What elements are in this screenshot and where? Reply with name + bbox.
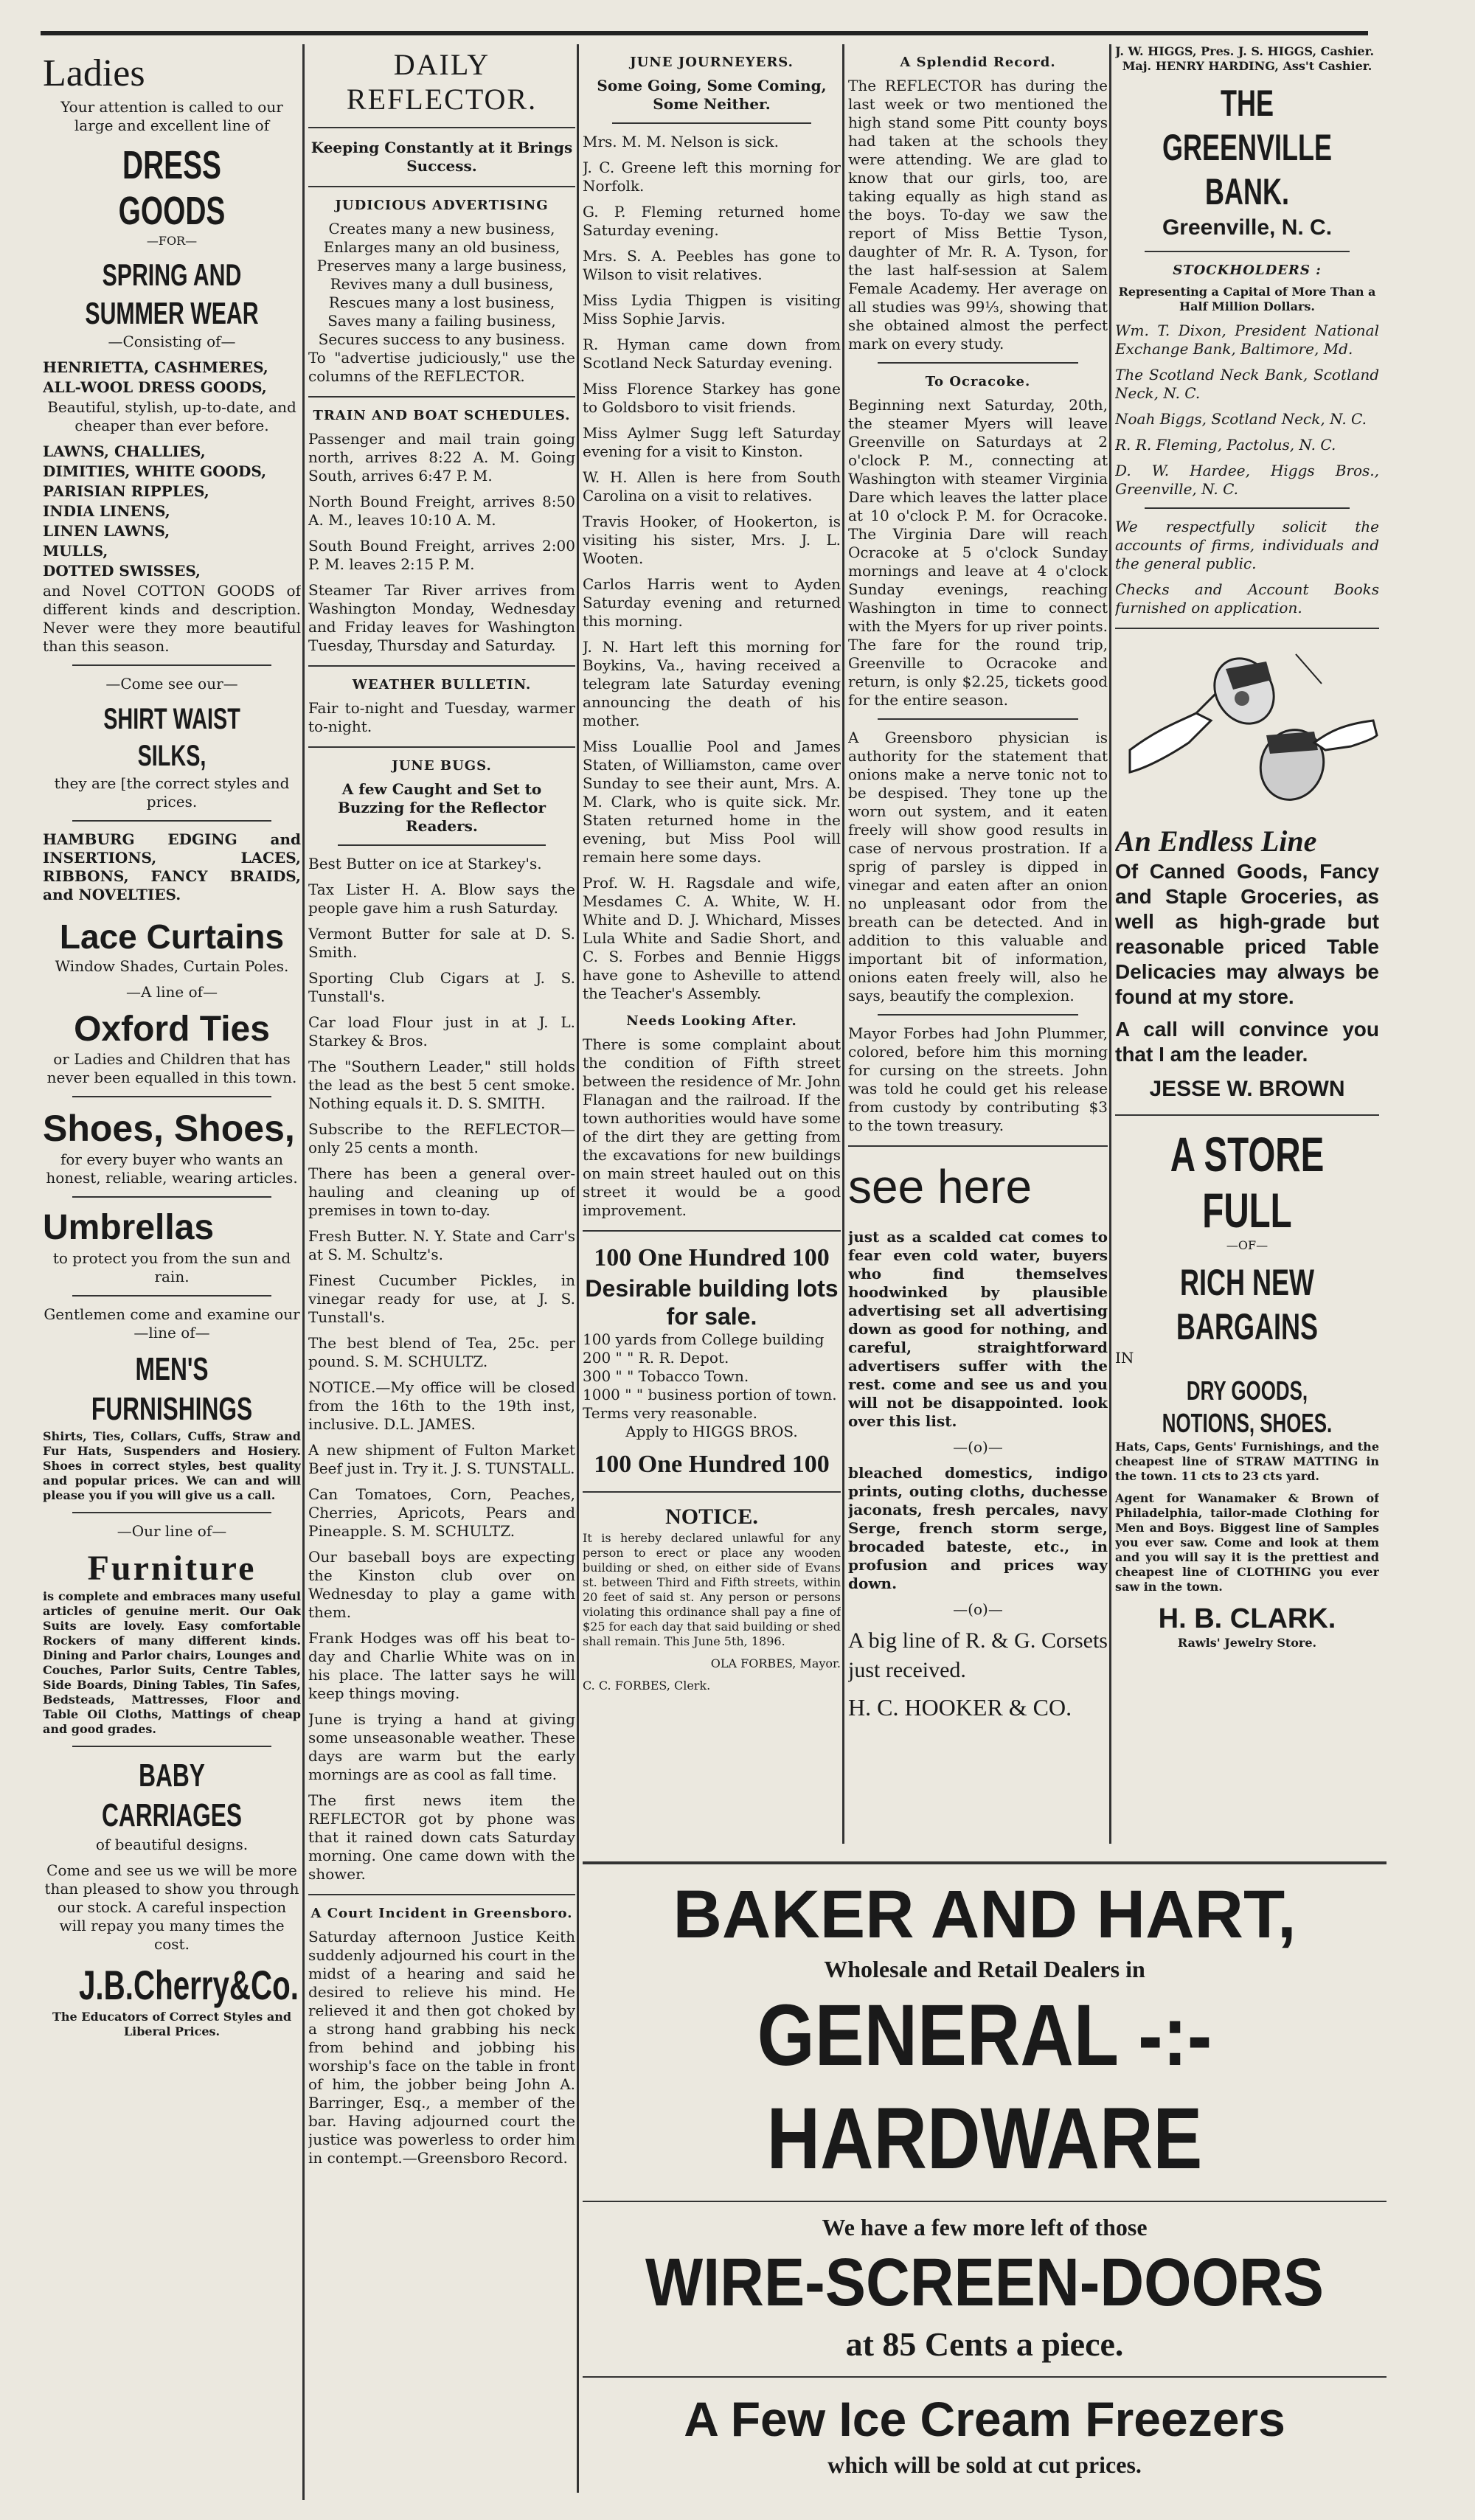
furniture-heading: Furniture: [87, 1549, 257, 1588]
text-item: Subscribe to the REFLECTOR—only 25 cents a month.: [308, 1120, 575, 1156]
divider: [878, 1014, 1078, 1016]
text-item: NOTICE.—My office will be closed from the 16th to the 19th inst, inclusive. D.L. JAMES.: [308, 1378, 575, 1433]
bank-officers: J. W. HIGGS, Pres. J. S. HIGGS, Cashier.: [1115, 44, 1375, 58]
text-item: Carlos Harris went to Ayden Saturday evening and returned this morning.: [583, 575, 841, 630]
advertising-heading: JUDICIOUS ADVERTISING: [335, 198, 549, 213]
text-item: Rescues many a lost business,: [328, 294, 555, 311]
consisting-label: —Consisting of—: [108, 333, 236, 350]
text-item: J. C. Greene left this morning for Norfolk.: [583, 159, 841, 195]
divider: [72, 1096, 271, 1097]
shirt-waist-note: they are [the correct styles and prices.: [54, 774, 290, 811]
bank-city: Greenville, N. C.: [1162, 215, 1333, 240]
text-item: DOTTED SWISSES,: [43, 562, 201, 580]
umbrellas-heading: Umbrellas: [43, 1208, 215, 1247]
divider: [583, 2201, 1386, 2202]
text-item: Mrs. S. A. Peebles has gone to Wilson to visit relatives.: [583, 247, 841, 283]
shoes-note: for every buyer who wants an honest, reliable, wearing articles.: [46, 1150, 298, 1187]
of-label: —OF—: [1226, 1238, 1268, 1252]
column-rule: [577, 44, 579, 2493]
hundred-banner: 100 One Hundred 100: [594, 1244, 830, 1271]
june-bugs-heading: JUNE BUGS.: [392, 758, 492, 774]
advertising-lines: [308, 220, 575, 349]
text-item: The best blend of Tea, 25c. per pound. S. M. SCHULTZ.: [308, 1334, 575, 1370]
top-rule: [41, 31, 1368, 35]
cherry-logo: J.B.Cherry&Co.: [78, 1962, 299, 2008]
see-here-heading: see here: [848, 1160, 1032, 1213]
text-item: There has been a general over-hauling and cleaning up of premises in town to-day.: [308, 1164, 575, 1219]
hardware-heading: GENERAL -:- HARDWARE: [757, 1987, 1212, 2187]
ice-cream-heading: A Few Ice Cream Freezers: [684, 2392, 1285, 2446]
clerk-signature: C. C. FORBES, Clerk.: [583, 1679, 711, 1693]
cents-text: at 85 Cents a piece.: [845, 2325, 1124, 2363]
text-item: Saves many a failing business,: [327, 312, 556, 330]
hats-text: Hats, Caps, Gents' Furnishings, and the cheapest line of STRAW MATTING in the town. 11 cts to 23 cts yard.: [1115, 1440, 1379, 1483]
text-item: R. R. Fleming, Pactolus, N. C.: [1115, 436, 1336, 454]
call-text: A call will convince you that I am the leader.: [1115, 1018, 1379, 1066]
column-journeyers: [583, 44, 841, 1844]
weather-heading: WEATHER BULLETIN.: [352, 677, 532, 693]
shirt-waist-heading: SHIRT WAIST SILKS,: [103, 703, 240, 772]
baker-hart-heading: BAKER AND HART,: [673, 1877, 1297, 1952]
lots-heading: Desirable building lots for sale.: [585, 1275, 839, 1330]
notice-heading: NOTICE.: [665, 1504, 758, 1529]
separator: —(o)—: [953, 1438, 1003, 1456]
mens-note: Shirts, Ties, Collars, Cuffs, Straw and Fur Hats, Suspenders and Hosiery. Shoes in correct styles, best quality and popular prices. We can and will please you if you will give us a call.: [43, 1429, 301, 1502]
divider: [308, 1894, 575, 1895]
come-see-label: —Come see our—: [105, 675, 238, 693]
court-text: Saturday afternoon Justice Keith suddenly adjourned his court in the midst of a hearing and said he desired to relieve his mind. He relieved it and then got choked by a strong hand grabbing his neck from behind and jobbing his worship's face on the table in front of him, the jobber being John A. Barringer, Esq., a member of the bar. Having adjourned court the justice was powerless to order him in contempt.—Greensboro Record.: [308, 1928, 575, 2167]
column-rule: [302, 44, 305, 2500]
text-item: Miss Louallie Pool and James Staten, of Williamston, came over Sunday to see their aunt, Mrs. A. M. Clark, who is quite sick. Mr. Staten returned home in the evening, but Miss Pool will remain here some days.: [583, 737, 841, 866]
train-schedule: [308, 430, 575, 655]
window-shades-text: Window Shades, Curtain Poles.: [55, 957, 289, 975]
text-item: Fresh Butter. N. Y. State and Carr's at S. M. Schultz's.: [308, 1227, 575, 1263]
column-reflector: [308, 44, 575, 2493]
for-label: —FOR—: [146, 234, 198, 248]
educators-text: The Educators of Correct Styles and Liberal Prices.: [52, 2010, 292, 2038]
text-item: 200 " " R. R. Depot.: [583, 1349, 729, 1367]
in-label: IN: [1115, 1349, 1134, 1367]
text-item: Best Butter on ice at Starkey's.: [308, 855, 542, 872]
divider: [72, 820, 271, 822]
text-item: Enlarges many an old business,: [323, 238, 560, 256]
jesse-brown: JESSE W. BROWN: [1149, 1077, 1345, 1101]
text-item: Wm. T. Dixon, President National Exchange Bank, Baltimore, Md.: [1115, 322, 1379, 358]
lace-curtains-heading: Lace Curtains: [59, 917, 285, 956]
text-item: HENRIETTA, CASHMERES,: [43, 358, 268, 376]
june-bugs-items: [308, 855, 575, 1884]
divider: [72, 1295, 271, 1297]
rawls-text: Rawls' Jewelry Store.: [1177, 1636, 1317, 1650]
text-item: Vermont Butter for sale at D. S. Smith.: [308, 925, 575, 961]
separator-2: —(o)—: [953, 1600, 1003, 1618]
text-item: ALL-WOOL DRESS GOODS,: [43, 378, 267, 396]
divider: [583, 1491, 841, 1493]
text-item: South Bound Freight, arrives 2:00 P. M. leaves 2:15 P. M.: [308, 537, 575, 573]
stockholders-list: [1115, 322, 1379, 499]
needs-heading: Needs Looking After.: [626, 1013, 797, 1029]
baby-note: of beautiful designs.: [95, 1836, 249, 1853]
store-full-heading: A STORE FULL: [1170, 1127, 1325, 1238]
mayor-text: Mayor Forbes had John Plummer, colored, before him this morning for cursing on the streets. John was told he could get his release from custody by contributing $3 to the town treasury.: [848, 1024, 1108, 1134]
text-item: Preserves many a large business,: [316, 257, 567, 274]
rich-bargains-heading: RICH NEW BARGAINS: [1176, 1262, 1319, 1347]
text-item: Tax Lister H. A. Blow says the people gave him a rush Saturday.: [308, 881, 575, 917]
divider: [612, 122, 811, 124]
divider: [308, 396, 575, 398]
text-item: INDIA LINENS,: [43, 502, 170, 520]
divider: [583, 1230, 841, 1232]
hands-jars-icon: [1115, 639, 1379, 816]
lots-list: [583, 1330, 841, 1423]
divider: [308, 186, 575, 187]
text-item: 300 " " Tobacco Town.: [583, 1367, 749, 1385]
text-item: Creates many a new business,: [328, 220, 555, 237]
divider: [1145, 251, 1350, 252]
solicit-text: We respectfully solicit the accounts of firms, individuals and the general public.: [1115, 518, 1379, 572]
text-item: Our baseball boys are expecting the Kinston club over on Wednesday to play a game with them.: [308, 1548, 575, 1621]
divider: [878, 362, 1078, 364]
text-item: G. P. Fleming returned home Saturday evening.: [583, 203, 841, 239]
advertising-note: To "advertise judiciously," use the columns of the REFLECTOR.: [308, 349, 575, 385]
text-item: D. W. Hardee, Higgs Bros., Greenville, N. C.: [1115, 462, 1379, 498]
weather-text: Fair to-night and Tuesday, warmer to-night.: [308, 699, 575, 735]
gentlemen-text: Gentlemen come and examine our —line of—: [44, 1305, 300, 1341]
baker-hart-ad: [583, 1851, 1386, 2500]
text-item: Sporting Club Cigars at J. S. Tunstall's.: [308, 969, 575, 1005]
text-item: The Scotland Neck Bank, Scotland Neck, N. C.: [1115, 366, 1379, 402]
text-item: R. Hyman came down from Scotland Neck Saturday evening.: [583, 336, 841, 372]
court-heading: A Court Incident in Greensboro.: [310, 1906, 573, 1921]
divider: [308, 746, 575, 748]
text-item: Car load Flour just in at J. L. Starkey & Bros.: [308, 1013, 575, 1049]
text-item: 100 yards from College building: [583, 1330, 825, 1348]
text-item: Steamer Tar River arrives from Washington Monday, Wednesday and Friday leaves for Washington Tuesday, Thursday and Saturday.: [308, 581, 575, 654]
come-note: Come and see us we will be more than pleased to show you through our stock. A careful inspection will repay you many times the cost.: [44, 1861, 299, 1953]
hundred-banner-2: 100 One Hundred 100: [594, 1451, 830, 1478]
text-item: PARISIAN RIPPLES,: [43, 482, 209, 500]
corsets-text: A big line of R. & G. Corsets just received.: [848, 1628, 1108, 1682]
text-item: The first news item the REFLECTOR got by phone was that it rained down cats Saturday morning. One came down with the shower.: [308, 1791, 575, 1883]
text-item: A new shipment of Fulton Market Beef just in. Try it. J. S. TUNSTALL.: [308, 1441, 575, 1477]
text-item: Mrs. M. M. Nelson is sick.: [583, 133, 780, 150]
divider: [72, 1512, 271, 1513]
endless-line-heading: An Endless Line: [1115, 825, 1317, 858]
stockholders-heading: STOCKHOLDERS :: [1173, 263, 1322, 278]
line-of-label: —A line of—: [125, 983, 218, 1001]
text-item: MULLS,: [43, 542, 108, 560]
notice-text: It is hereby declared unlawful for any person to erect or place any wooden building or shed, on either side of Evans st. between Third and Fifth streets, within 20 feet of said st. Any person or persons violating this ordinance shall pay a fine of $25 for each day that said building or shed shall remain. This June 5th, 1896.: [583, 1531, 841, 1648]
text-item: Noah Biggs, Scotland Neck, N. C.: [1115, 410, 1367, 428]
divider: [338, 844, 546, 846]
apply-text: Apply to HIGGS BROS.: [625, 1423, 798, 1440]
text-item: LAWNS, CHALLIES,: [43, 442, 206, 460]
divider: [583, 1861, 1386, 1864]
mens-furnishings-heading: MEN'S FURNISHINGS: [91, 1351, 253, 1427]
hands-jars-illustration: [1115, 639, 1379, 816]
umbrellas-note: to protect you from the sun and rain.: [52, 1249, 291, 1285]
text-item: Frank Hodges was off his beat to-day and Charlie White was on in his place. The latter says he will keep things moving.: [308, 1629, 575, 1702]
hooker-name: H. C. HOOKER & CO.: [848, 1694, 1072, 1721]
journeyers-items: [583, 133, 841, 1003]
text-item: Revives many a dull business,: [330, 275, 554, 293]
text-item: Miss Aylmer Sugg left Saturday evening for a visit to Kinston.: [583, 424, 841, 460]
bank-name: THE GREENVILLE BANK.: [1162, 83, 1333, 212]
wire-doors-heading: WIRE-SCREEN-DOORS: [645, 2245, 1325, 2320]
text-item: W. H. Allen is here from South Carolina on a visit to relatives.: [583, 468, 841, 504]
text-item: Can Tomatoes, Corn, Peaches, Cherries, Apricots, Pears and Pineapple. S. M. SCHULTZ.: [308, 1485, 575, 1540]
column-rule: [1109, 44, 1111, 1844]
furniture-note: is complete and embraces many useful articles of genuine merit. Our Oak Suits are lovely. Easy comfortable Rockers of many different kinds. Dining and Parlor chairs, Lounges and Couches, Parlor Suits, Centre Tables, Side Boards, Dining Tables, Tin Safes, Bedsteads, Mattresses, Floor and Table Oil Cloths, Mattings of cheap and good grades.: [43, 1589, 301, 1736]
endless-body: Of Canned Goods, Fancy and Staple Groceries, as well as high-grade but reasonable priced Table Delicacies may always be found at my store.: [1115, 860, 1379, 1008]
column-record: [848, 44, 1108, 1844]
text-item: LINEN LAWNS,: [43, 522, 170, 540]
text-item: Secures success to any business.: [318, 330, 566, 348]
masthead: DAILY REFLECTOR.: [346, 48, 538, 116]
divider: [72, 664, 271, 666]
column-dry-goods-ad: [43, 44, 301, 2500]
oxford-note: or Ladies and Children that has never been equalled in this town.: [46, 1050, 297, 1086]
clark-name: H. B. CLARK.: [1158, 1603, 1336, 1634]
record-text: The REFLECTOR has during the last week or two mentioned the high stand some Pitt county boys had taken at the schools they were attending. We are glad to know that our girls, too, are taking equally as high stand as the boys. To-day we saw the report of Miss Bettie Tyson, daughter of Mr. R. A. Tyson, for the last half-session at Salem Female Academy. Her average on all studies was 99⅓, showing that she obtained almost the perfect mark on every study.: [848, 77, 1108, 353]
ocracoke-heading: To Ocracoke.: [925, 374, 1031, 389]
ocracoke-text: Beginning next Saturday, 20th, the steamer Myers will leave Greenville on Saturdays at 2 o'clock P. M., connecting at Washington with steamer Virginia Dare which leaves the latter place at 10 o'clock P. M. for Ocracoke. The Virginia Dare will reach Ocracoke at 5 o'clock Sunday mornings and leave at 4 o'clock Sunday evenings, reaching Washington in time to connect with the Myers for up river points. The fare for the round trip, Greenville to Ocracoke and return, is only $2.25, tickets good for the entire season.: [848, 396, 1108, 709]
mayor-signature: OLA FORBES, Mayor.: [710, 1656, 841, 1670]
divider: [1115, 628, 1379, 629]
divider: [878, 718, 1078, 720]
few-more-text: We have a few more left of those: [822, 2214, 1148, 2240]
oxford-ties-heading: Oxford Ties: [74, 1010, 270, 1049]
text-item: Prof. W. H. Ragsdale and wife, Mesdames C. A. White, W. H. White and D. J. Whichard, Misses Lula White and Sadie Short, and C. S. Forbes and Bennie Higgs have gone to Asheville to attend the Teacher's Assembly.: [583, 874, 841, 1002]
train-heading: TRAIN AND BOAT SCHEDULES.: [313, 408, 571, 423]
baby-carriages-heading: BABY CARRIAGES: [101, 1757, 243, 1833]
wholesale-text: Wholesale and Retail Dealers in: [824, 1956, 1145, 1982]
text-item: Travis Hooker, of Hookerton, is visiting his sister, Mrs. J. L. Wooten.: [583, 513, 841, 567]
divider: [848, 1145, 1108, 1147]
fabric-list-1: [43, 358, 301, 397]
divider: [72, 1746, 271, 1747]
onions-text: A Greensboro physician is authority for the statement that onions make a nerve tonic not to be despised. They tone up the worn out system, and it eaten freely will show good results in case of nervous prostration. If a sprig of parsley is dipped in vinegar and eaten after an onion no unpleasant odor from the breath can be detected. And in addition to this valuable and important bit of information, onions eaten freely will, also he says, beautify the complexion.: [848, 729, 1108, 1004]
ladies-heading: Ladies: [43, 52, 145, 94]
text-item: Passenger and mail train going north, arrives 8:22 A. M. Going South, arrives 6:47 P. M.: [308, 430, 575, 485]
fabric-note-2: and Novel COTTON GOODS of different kinds and description. Never were they more beautiful than this season.: [43, 582, 301, 655]
needs-text: There is some complaint about the condition of Fifth street between the residence of Mr. John Flanagan and the railroad. If the town authorities would have some of the dirt they are getting from the excavations for new buildings on main street hauled out on this street it would be a good improvement.: [583, 1035, 841, 1219]
divider: [1145, 507, 1350, 509]
bank-asst-cashier: Maj. HENRY HARDING, Ass't Cashier.: [1122, 59, 1372, 73]
hamburg-text: HAMBURG EDGING and INSERTIONS, LACES, RIBBONS, FANCY BRAIDS, and NOVELTIES.: [43, 830, 301, 903]
text-item: The "Southern Leader," still holds the lead as the best 5 cent smoke. Nothing equals it. D. S. SMITH.: [308, 1058, 575, 1112]
checks-text: Checks and Account Books furnished on application.: [1115, 580, 1379, 617]
june-bugs-subtitle: A few Caught and Set to Buzzing for the Reflector Readers.: [337, 780, 546, 835]
fabric-list-2: [43, 442, 301, 580]
intro-text: Your attention is called to our large and excellent line of: [60, 98, 283, 134]
motto: Keeping Constantly at it Brings Success.: [310, 139, 573, 175]
divider: [1115, 1114, 1379, 1116]
text-item: Miss Lydia Thigpen is visiting Miss Sophie Jarvis.: [583, 291, 841, 327]
divider: [583, 2376, 1386, 2378]
divider: [72, 1196, 271, 1198]
column-rule: [842, 44, 844, 1844]
dress-goods-heading: DRESS GOODS: [118, 143, 226, 233]
our-line-label: —Our line of—: [117, 1522, 227, 1540]
journeyers-heading: JUNE JOURNEYERS.: [630, 55, 794, 70]
scalded-text: just as a scalded cat comes to fear even cold water, buyers who find themselves hoodwinked by plausible advertising set all advertising down as good for nothing, and careful, straightforward advertisers suffer with the rest. come and see us and you will not be disappointed. look over this list.: [848, 1228, 1108, 1430]
spring-summer-heading: SPRING AND SUMMER WEAR: [85, 257, 259, 330]
fabric-note-1: Beautiful, stylish, up-to-date, and cheaper than ever before.: [47, 398, 296, 434]
text-item: Miss Florence Starkey has gone to Goldsboro to visit friends.: [583, 380, 841, 416]
divider: [308, 665, 575, 667]
dry-goods-heading: DRY GOODS, NOTIONS, SHOES.: [1162, 1375, 1333, 1438]
shoes-heading: Shoes, Shoes,: [43, 1108, 295, 1149]
text-item: 1000 " " business portion of town. Terms very reasonable.: [583, 1386, 837, 1422]
divider: [308, 127, 575, 128]
agent-text: Agent for Wanamaker & Brown of Philadelphia, tailor-made Clothing for Men and Boys. Biggest line of Samples you ever saw. Come and look at them and you will say it is the prettiest and cheapest line of CLOTHING you ever saw in the town.: [1115, 1491, 1379, 1594]
record-heading: A Splendid Record.: [900, 55, 1056, 70]
text-item: DIMITIES, WHITE GOODS,: [43, 462, 267, 480]
text-item: J. N. Hart left this morning for Boykins, Va., having received a telegram late Saturday evening announcing the death of his mother.: [583, 638, 841, 729]
cut-prices-text: which will be sold at cut prices.: [827, 2451, 1142, 2478]
journeyers-subtitle: Some Going, Some Coming, Some Neither.: [597, 77, 827, 113]
text-item: North Bound Freight, arrives 8:50 A. M., leaves 10:10 A. M.: [308, 493, 575, 529]
stockholders-subtitle: Representing a Capital of More Than a Half Million Dollars.: [1118, 285, 1376, 313]
bleached-text: bleached domestics, indigo prints, outing cloths, duchesse jaconats, fresh percales, navy Serge, french storm serge, brocaded bateste, etc., in profusion and prices way down.: [848, 1464, 1108, 1592]
text-item: June is trying a hand at giving some unseasonable weather. These days are warm but the early mornings are as cool as fall time.: [308, 1710, 575, 1783]
column-bank: [1115, 44, 1379, 1844]
text-item: Finest Cucumber Pickles, in vinegar ready for use, at J. S. Tunstall's.: [308, 1271, 575, 1326]
